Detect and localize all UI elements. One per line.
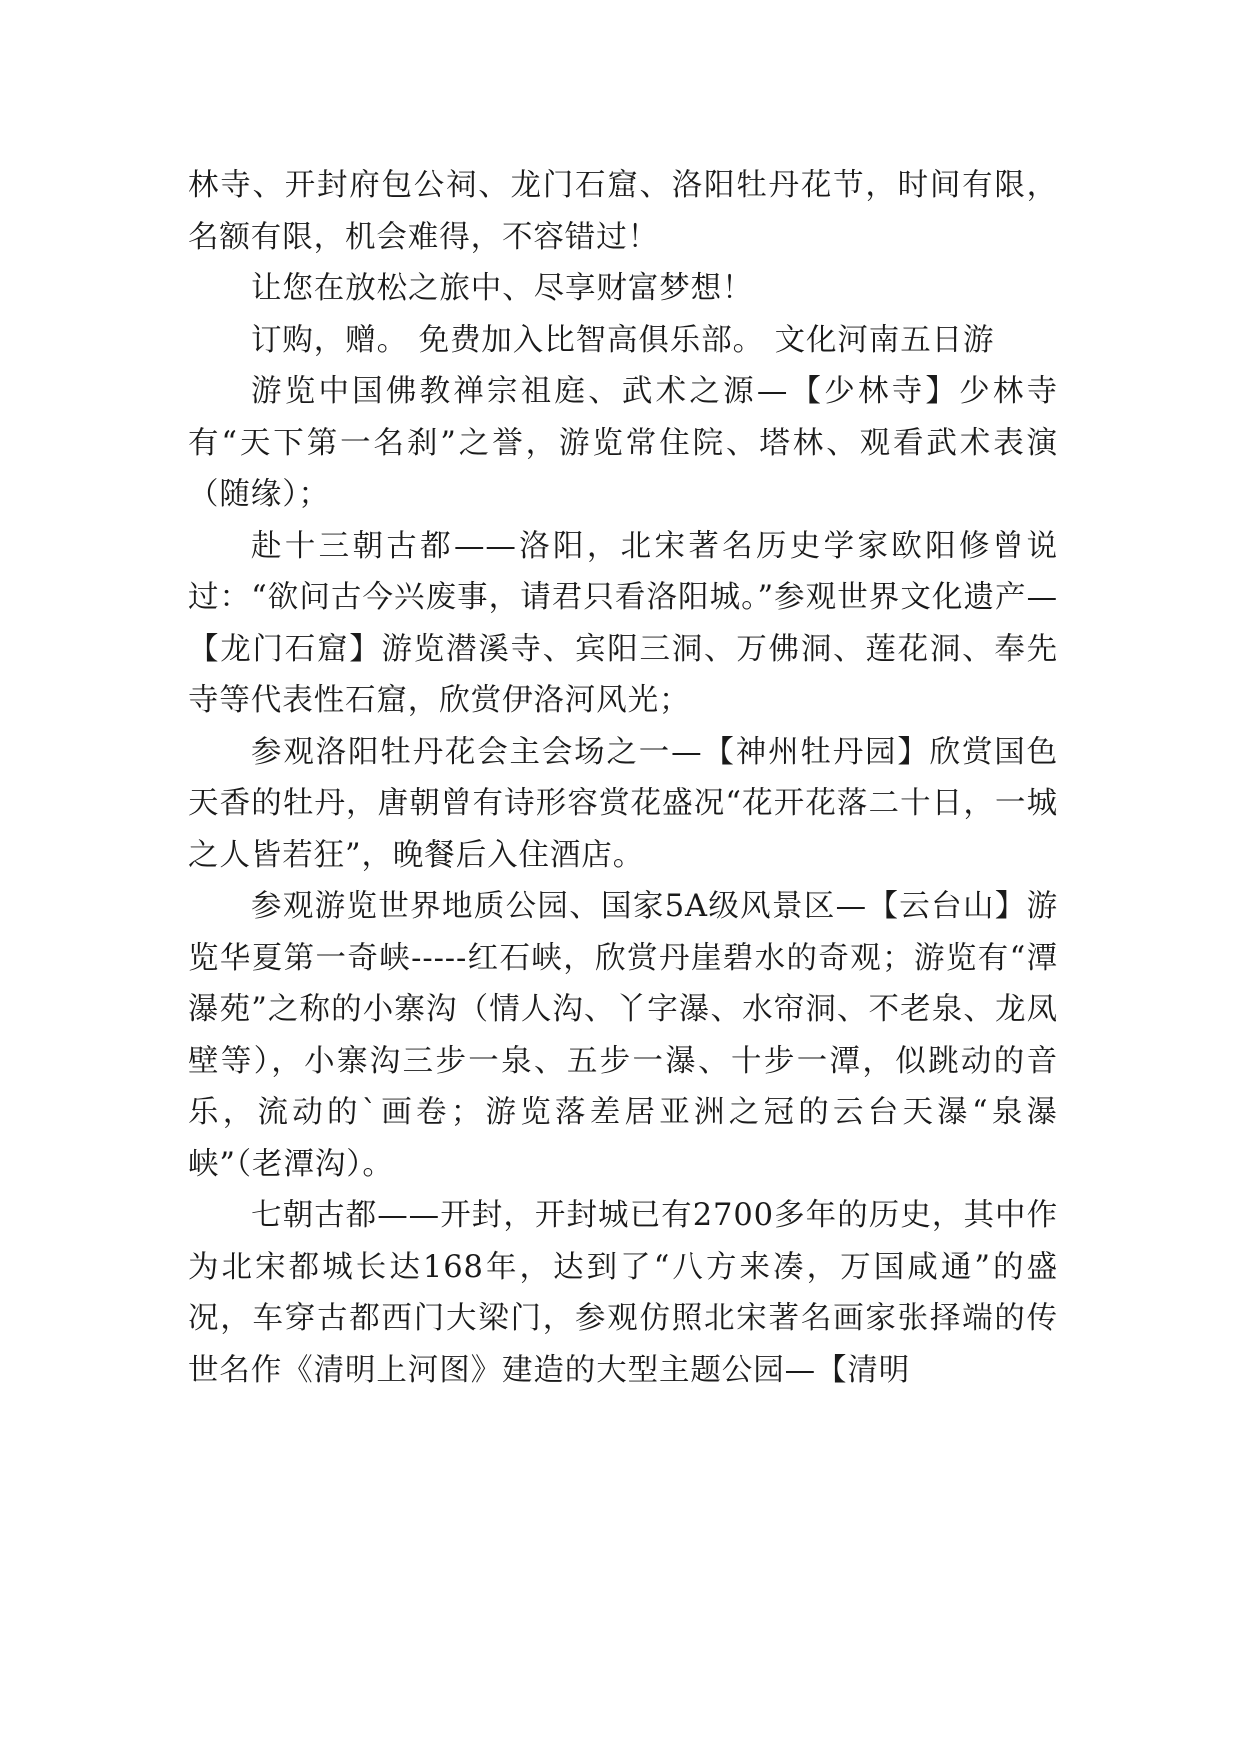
paragraph-8: 七朝古都——开封，开封城已有2700多年的历史，其中作为北宋都城长达168年，达到了“八方来凑，万国咸通”的盛况，车穿古都西门大梁门，参观仿照北宋著名画家张择端的传世名作《清明上河图》建造的大型主题公园—【清明 (188, 1198, 1058, 1388)
paragraph-2: 让您在放松之旅中、尽享财富梦想！ (251, 271, 754, 306)
document-page (188, 160, 1058, 1396)
paragraph-5: 赴十三朝古都——洛阳，北宋著名历史学家欧阳修曾说过：“欲问古今兴废事，请君只看洛阳城。”参观世界文化遗产—【龙门石窟】游览潜溪寺、宾阳三洞、万佛洞、莲花洞、奉先寺等代表性石窟，欣赏伊洛河风光； (188, 528, 1058, 718)
paragraph-1: 林寺、开封府包公祠、龙门石窟、洛阳牡丹花节，时间有限，名额有限，机会难得，不容错过！ (188, 168, 1058, 255)
paragraph-3: 订购，赠。 免费加入比智高俱乐部。 文化河南五日游 (251, 322, 995, 358)
paragraph-7: 参观游览世界地质公园、国家5A级风景区—【云台山】游览华夏第一奇峡-----红石峡，欣赏丹崖碧水的奇观；游览有“潭瀑苑”之称的小寨沟（情人沟、丫字瀑、水帘洞、不老泉、龙凤壁等），小寨沟三步一泉、五步一瀑、十步一潭，似跳动的音乐，流动的`画卷；游览落差居亚洲之冠的云台天瀑“泉瀑峡”（老潭沟）。 (188, 889, 1058, 1182)
paragraph-4: 游览中国佛教禅宗祖庭、武术之源—【少林寺】少林寺有“天下第一名刹”之誉，游览常住院、塔林、观看武术表演（随缘）； (188, 374, 1058, 512)
paragraph-6: 参观洛阳牡丹花会主会场之一—【神州牡丹园】欣赏国色天香的牡丹，唐朝曾有诗形容赏花盛况“花开花落二十日，一城之人皆若狂”，晚餐后入住酒店。 (188, 734, 1058, 873)
